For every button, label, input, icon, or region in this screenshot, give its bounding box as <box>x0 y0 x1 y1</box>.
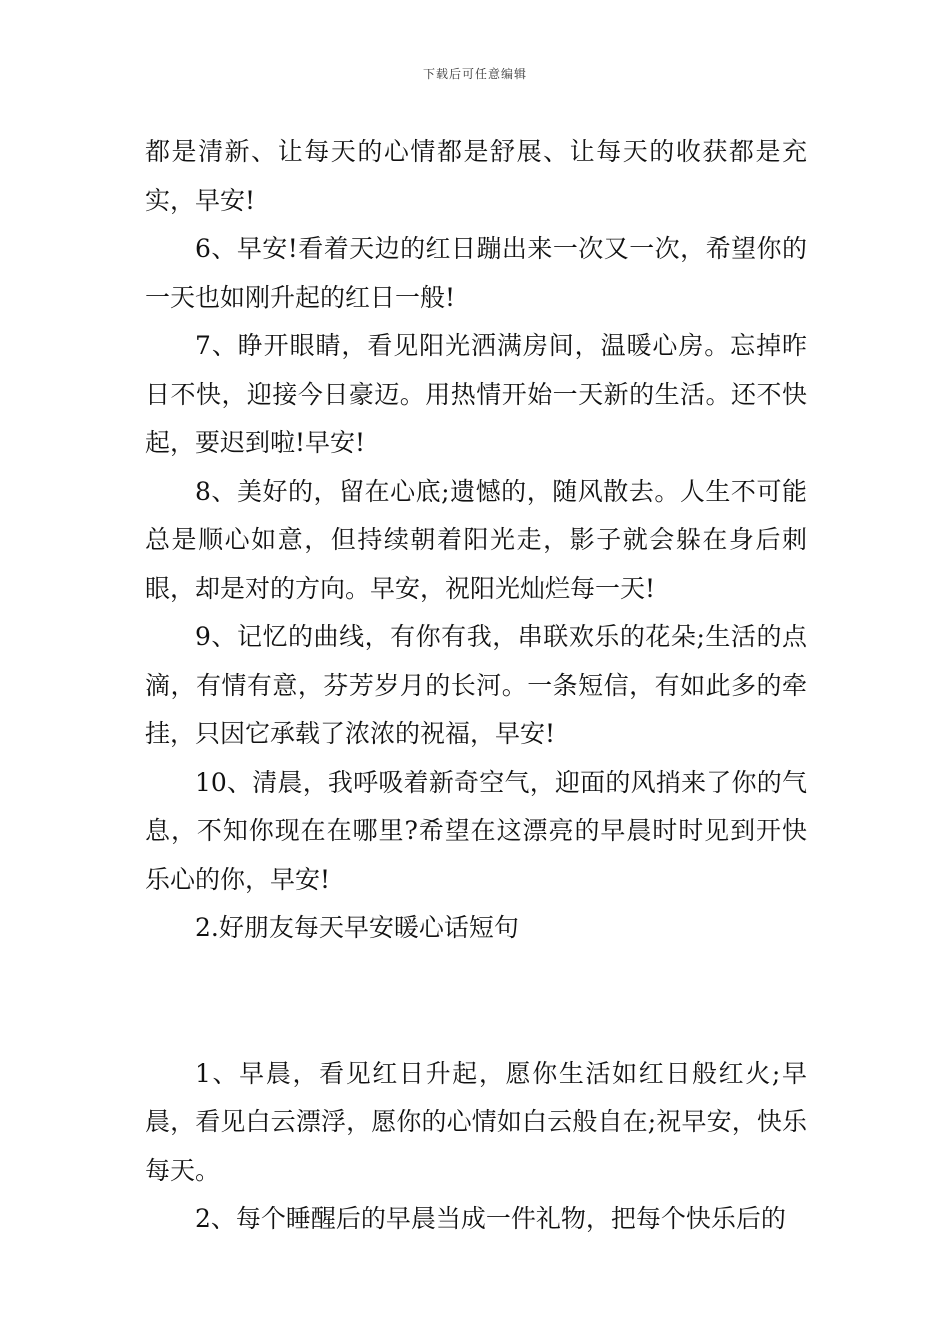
paragraph-item-10: 10、清晨，我呼吸着新奇空气，迎面的风捎来了你的气息，不知你现在在哪里?希望在这漂亮的早晨时时见到开快乐心的你，早安! <box>145 767 807 894</box>
paragraph-item-6: 6、早安!看着天边的红日蹦出来一次又一次，希望你的一天也如刚升起的红日一般! <box>145 234 807 312</box>
paragraph-item-1: 1、早晨，看见红日升起，愿你生活如红日般红火;早晨，看见白云漂浮，愿你的心情如白云般自在;祝早安，快乐每天。 <box>145 1058 807 1185</box>
paragraph-item-8: 8、美好的，留在心底;遗憾的，随风散去。人生不可能总是顺心如意，但持续朝着阳光走，影子就会躲在身后刺眼，却是对的方向。早安，祝阳光灿烂每一天! <box>145 476 807 603</box>
section-heading: 2.好朋友每天早安暖心话短句 <box>195 913 519 942</box>
paragraph-item-2: 2、每个睡醒后的早晨当成一件礼物，把每个快乐后的 <box>195 1204 786 1233</box>
section-spacer <box>145 953 807 1050</box>
paragraph-continuation: 都是清新、让每天的心情都是舒展、让每天的收获都是充实，早安! <box>145 137 807 215</box>
page-header: 下载后可任意编辑 <box>422 67 527 81</box>
paragraph-item-7: 7、睁开眼睛，看见阳光洒满房间，温暖心房。忘掉昨日不快，迎接今日豪迈。用热情开始一天新的生活。还不快起，要迟到啦!早安! <box>145 331 807 457</box>
paragraph-item-9: 9、记忆的曲线，有你有我，串联欢乐的花朵;生活的点滴，有情有意，芬芳岁月的长河。一条短信，有如此多的牵挂，只因它承载了浓浓的祝福，早安! <box>145 622 807 748</box>
document-body <box>145 128 807 1244</box>
